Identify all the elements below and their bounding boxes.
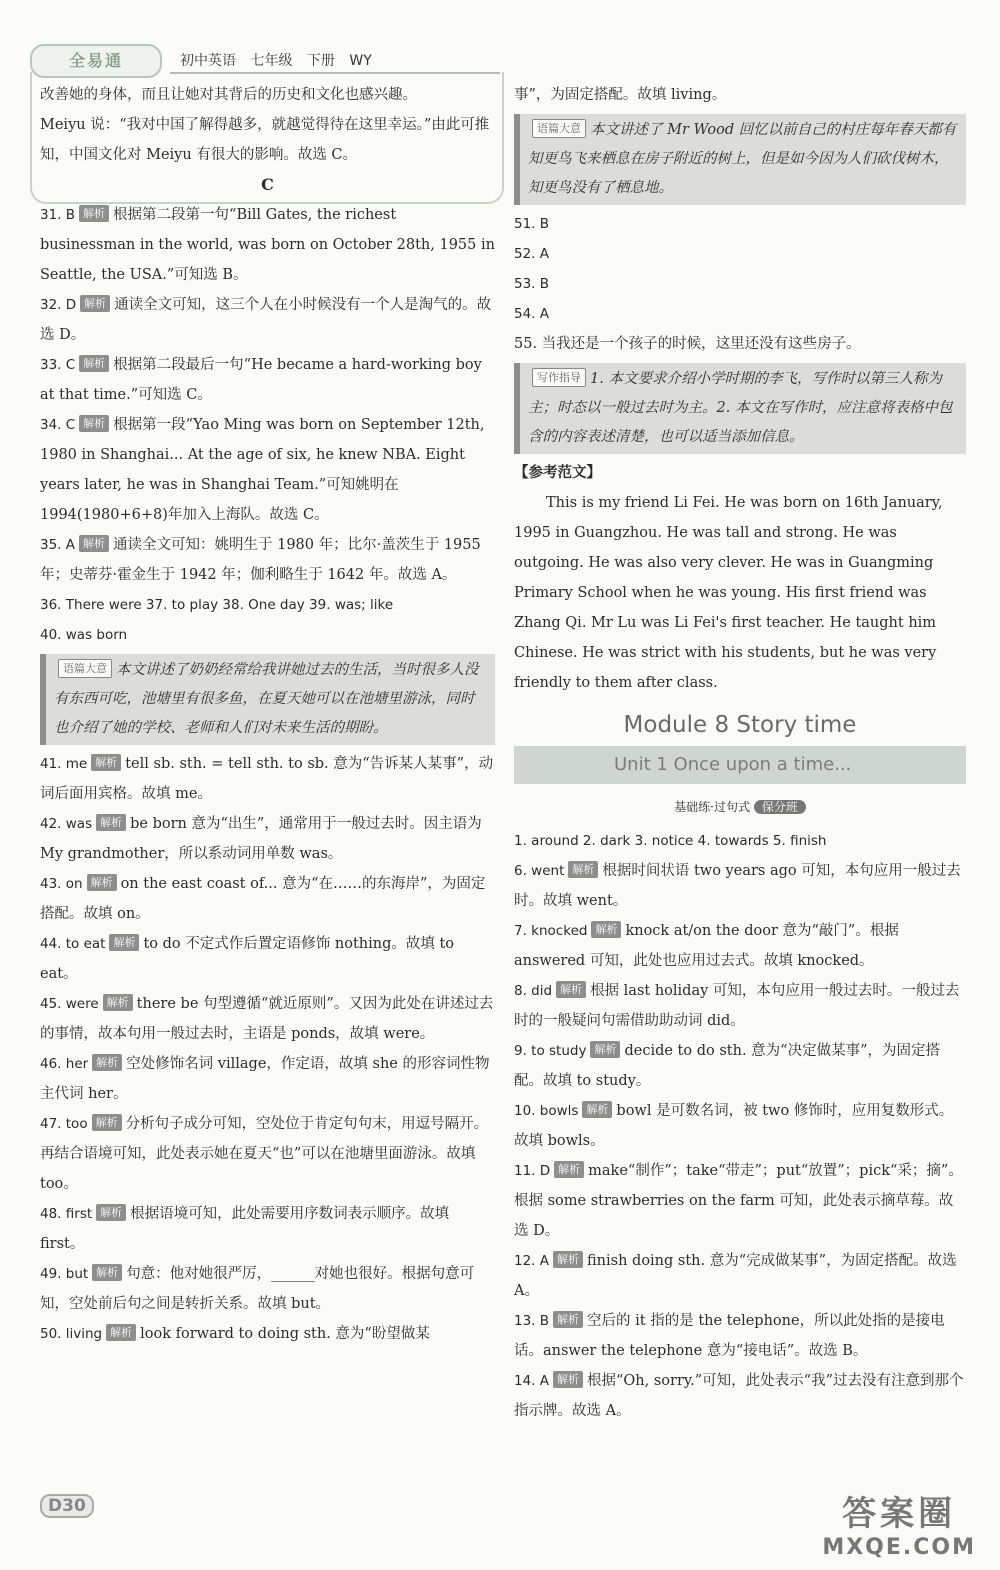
analysis-tag: 解析	[96, 1204, 126, 1221]
answer-number: 32. D	[40, 297, 77, 313]
answer-explanation: to do 不定式作后置定语修饰 nothing。故填 to eat。	[40, 936, 455, 982]
answer-item	[40, 989, 495, 1049]
analysis-tag: 解析	[568, 861, 598, 878]
grade: 七年级	[250, 53, 293, 69]
answer-line: 53. B	[514, 276, 550, 292]
writing-tag: 写作指导	[532, 368, 586, 387]
analysis-tag: 解析	[590, 1041, 620, 1058]
analysis-tag: 解析	[591, 921, 621, 938]
right-column	[514, 80, 966, 1426]
sample-essay: This is my friend Li Fei. He was born on 16th January, 1995 in Guangzhou. He was tall and strong. He was outgoing. He was also very clever. He was in Guangming Primary School when he was young. His first friend was Zhang Qi. Mr Lu was Li Fei's first teacher. He taught him Chinese. He was strict with his students, but he was very friendly to them after class.	[514, 495, 943, 691]
answer-item	[40, 869, 495, 929]
summary-box	[40, 654, 495, 745]
continued-line: Meiyu 说：“我对中国了解得越多，就越觉得待在这里幸运。”由此可推知，中国文化对 Meiyu 有很大的影响。故选 C。	[40, 117, 490, 163]
unit-title: Unit 1 Once upon a time...	[514, 746, 966, 784]
analysis-tag: 解析	[92, 1114, 122, 1131]
answer-explanation: 根据 last holiday 可知，本句应用一般过去时。一般过去时的一般疑问句需借助助动词 did。	[514, 983, 960, 1029]
answer-explanation: be born 意为“出生”，通常用于一般过去时。因主语为 My grandmother，所以系动词用单数 was。	[40, 816, 482, 862]
analysis-tag: 解析	[92, 1054, 122, 1071]
answer-number: 48. first	[40, 1206, 93, 1222]
section-heading: C	[261, 175, 274, 194]
answer-explanation: look forward to doing sth. 意为“盼望做某	[140, 1326, 430, 1342]
answer-explanation: tell sb. sth. = tell sth. to sb. 意为“告诉某人某事”，动词后面用宾格。故填 me。	[40, 756, 494, 802]
analysis-tag: 解析	[109, 934, 139, 951]
answer-item	[514, 1306, 966, 1366]
answer-item	[514, 856, 966, 916]
answer-explanation: 空处修饰名词 village，作定语，故填 she 的形容词性物主代词 her。	[40, 1056, 490, 1102]
answer-item	[40, 290, 495, 350]
book-info	[180, 50, 372, 70]
answer-number: 10. bowls	[514, 1103, 579, 1119]
answer-explanation: 根据“Oh, sorry.”可知，此处表示“我”过去没有注意到那个指示牌。故选 A。	[514, 1373, 964, 1419]
level-label	[514, 792, 966, 822]
analysis-tag: 解析	[87, 874, 117, 891]
answer-number: 13. B	[514, 1313, 550, 1329]
answer-line: 52. A	[514, 246, 549, 262]
answer-number: 11. D	[514, 1163, 551, 1179]
answer-number: 31. B	[40, 207, 76, 223]
analysis-tag: 解析	[80, 295, 110, 312]
answer-item	[40, 929, 495, 989]
level-text: 基础练·过句式	[674, 800, 750, 814]
answer-line: 36. There were 37. to play 38. One day 39. was; like	[40, 597, 394, 613]
answer-item	[40, 1199, 495, 1259]
answer-number: 50. living	[40, 1326, 103, 1342]
answer-explanation: 句意：他对她很严厉，______对她也很好。根据句意可知，空处前后句之间是转折关系。故填 but。	[40, 1266, 475, 1312]
volume: 下册	[306, 53, 335, 69]
analysis-tag: 解析	[556, 981, 586, 998]
summary-tag: 语篇大意	[532, 119, 586, 138]
answer-number: 34. C	[40, 417, 76, 433]
answer-number: 44. to eat	[40, 936, 106, 952]
answer-number: 9. to study	[514, 1043, 587, 1059]
answer-explanation: 通读全文可知：姚明生于 1980 年；比尔·盖茨生于 1955 年；史蒂芬·霍金生于 1942 年；伽利略生于 1642 年。故选 A。	[40, 537, 481, 583]
answer-item	[40, 809, 495, 869]
answer-item	[514, 976, 966, 1036]
answer-line: 40. was born	[40, 627, 128, 643]
answer-item	[514, 916, 966, 976]
module-title: Module 8 Story time	[623, 712, 857, 738]
site-watermark	[822, 1486, 976, 1560]
answer-number: 35. A	[40, 537, 75, 553]
answer-item	[40, 410, 495, 530]
continued-line: 改善她的身体，而且让她对其背后的历史和文化也感兴趣。	[40, 87, 417, 103]
analysis-tag: 解析	[582, 1101, 612, 1118]
summary-box	[514, 114, 966, 205]
answer-item	[514, 1036, 966, 1096]
answer-item	[514, 1246, 966, 1306]
answer-item	[40, 530, 495, 590]
summary-text: 本文讲述了奶奶经常给我讲她过去的生活，当时很多人没有东西可吃，池塘里有很多鱼，在夏天她可以在池塘里游泳，同时也介绍了她的学校、老师和人们对未来生活的期盼。	[54, 662, 479, 736]
answer-number: 42. was	[40, 816, 93, 832]
answer-explanation: 分析句子成分可知，空处位于肯定句句末，用逗号隔开。再结合语境可知，此处表示她在夏天“也”可以在池塘里面游泳。故填 too。	[40, 1116, 489, 1192]
analysis-tag: 解析	[79, 415, 109, 432]
answer-number: 33. C	[40, 357, 76, 373]
answer-number: 46. her	[40, 1056, 89, 1072]
answer-number: 45. were	[40, 996, 99, 1012]
answer-item	[40, 1259, 495, 1319]
answer-explanation: 根据时间状语 two years ago 可知，本句应用一般过去时。故填 went。	[514, 863, 961, 909]
continued-line: 事”，为固定搭配。故填 living。	[514, 87, 727, 103]
answer-explanation: 通读全文可知，这三个人在小时候没有一个人是淘气的。故选 D。	[40, 297, 492, 343]
answer-explanation: 根据语境可知，此处需要用序数词表示顺序。故填 first。	[40, 1206, 450, 1252]
analysis-tag: 解析	[92, 1264, 122, 1281]
analysis-tag: 解析	[554, 1161, 584, 1178]
writing-guide-text: 1. 本文要求介绍小学时期的李飞，写作时以第三人称为主；时态以一般过去时为主。2. 本文在写作时，应注意将表格中包含的内容表述清楚，也可以适当添加信息。	[528, 371, 953, 445]
answer-explanation: 根据第一段“Yao Ming was born on September 12th, 1980 in Shanghai... At the age of six, he knew NBA. Eight years later, he was in Shanghai Team.”可知姚明在 1994(1980+6+8)年加入上海队。故选 C。	[40, 417, 485, 523]
analysis-tag: 解析	[79, 355, 109, 372]
answer-line: 55. 当我还是一个孩子的时候，这里还没有这些房子。	[514, 336, 861, 352]
analysis-tag: 解析	[103, 994, 133, 1011]
analysis-tag: 解析	[91, 754, 121, 771]
answer-number: 14. A	[514, 1373, 549, 1389]
analysis-tag: 解析	[553, 1311, 583, 1328]
summary-tag: 语篇大意	[58, 659, 112, 678]
answer-number: 12. A	[514, 1253, 549, 1269]
answer-number: 41. me	[40, 756, 88, 772]
sample-title: 【参考范文】	[514, 464, 601, 481]
level-badge: 保分班	[754, 800, 806, 814]
answer-item	[514, 1096, 966, 1156]
answer-explanation: 根据第二段第一句“Bill Gates, the richest businessman in the world, was born on October 28th, 1955 in Seattle, the USA.”可知选 B。	[40, 207, 495, 283]
answer-line: 54. A	[514, 306, 549, 322]
answer-explanation: knock at/on the door 意为“敲门”。根据 answered 可知，此处也应用过去式。故填 knocked。	[514, 923, 899, 969]
analysis-tag: 解析	[553, 1251, 583, 1268]
brand-logo: 全易通	[30, 44, 162, 78]
page-number: D30	[40, 1494, 94, 1518]
watermark-bottom: MXQE.COM	[822, 1535, 976, 1560]
analysis-tag: 解析	[79, 535, 109, 552]
answer-item	[40, 350, 495, 410]
analysis-tag: 解析	[106, 1324, 136, 1341]
answer-item	[40, 1319, 495, 1349]
analysis-tag: 解析	[96, 814, 126, 831]
watermark-top: 答案圈	[842, 1494, 957, 1534]
answer-line: 1. around 2. dark 3. notice 4. towards 5. finish	[514, 833, 827, 849]
answer-explanation: on the east coast of... 意为“在……的东海岸”，为固定搭配。故填 on。	[40, 876, 486, 922]
answer-item	[514, 1366, 966, 1426]
answer-number: 6. went	[514, 863, 565, 879]
answer-explanation: finish doing sth. 意为“完成做某事”，为固定搭配。故选 A。	[514, 1253, 957, 1299]
left-column	[40, 80, 495, 1349]
analysis-tag: 解析	[79, 205, 109, 222]
answer-item	[40, 749, 495, 809]
answer-item	[40, 1049, 495, 1109]
answer-line: 51. B	[514, 216, 550, 232]
answer-number: 49. but	[40, 1266, 89, 1282]
answer-explanation: 空后的 it 指的是 the telephone，所以此处指的是接电话。answer the telephone 意为“接电话”。故选 B。	[514, 1313, 945, 1359]
answer-number: 47. too	[40, 1116, 88, 1132]
answer-item	[40, 1109, 495, 1199]
answer-number: 7. knocked	[514, 923, 588, 939]
answer-number: 43. on	[40, 876, 83, 892]
answer-explanation: 根据第二段最后一句“He became a hard-working boy at that time.”可知选 C。	[40, 357, 482, 403]
writing-guide-box	[514, 363, 966, 454]
edition: WY	[349, 53, 372, 69]
answer-number: 8. did	[514, 983, 553, 999]
summary-text: 本文讲述了 Mr Wood 回忆以前自己的村庄每年春天都有知更鸟飞来栖息在房子附近的树上，但是如今因为人们砍伐树木，知更鸟没有了栖息地。	[528, 122, 957, 196]
subject: 初中英语	[180, 53, 236, 69]
answer-explanation: make“制作”；take“带走”；put“放置”；pick“采；摘”。根据 some strawberries on the farm 可知，此处表示摘草莓。故选 D。	[514, 1163, 963, 1239]
answer-item	[514, 1156, 966, 1246]
answer-item	[40, 200, 495, 290]
answer-explanation: there be 句型遵循“就近原则”。又因为此处在讲述过去的事情，故本句用一般过去时，主语是 ponds，故填 were。	[40, 996, 494, 1042]
analysis-tag: 解析	[553, 1371, 583, 1388]
answer-explanation: bowl 是可数名词，被 two 修饰时，应用复数形式。故填 bowls。	[514, 1103, 954, 1149]
answer-explanation: decide to do sth. 意为“决定做某事”，为固定搭配。故填 to study。	[514, 1043, 940, 1089]
